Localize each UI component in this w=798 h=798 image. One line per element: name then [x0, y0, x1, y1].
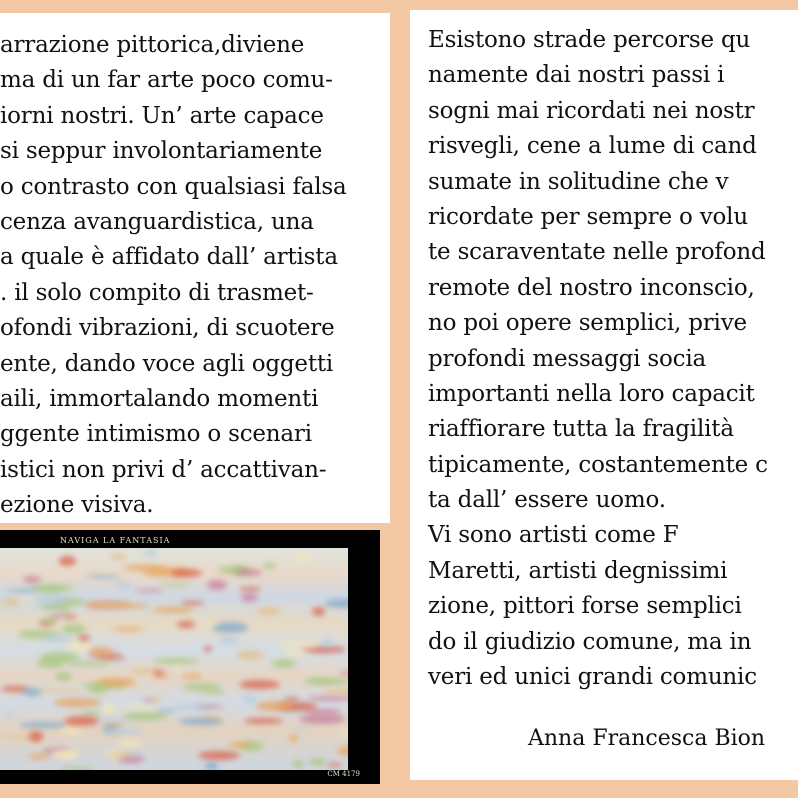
paint-stroke [41, 588, 61, 592]
text-line: ezione visiva. [0, 492, 154, 519]
text-line: si seppur involontariamente [0, 138, 323, 165]
paint-stroke [337, 746, 348, 755]
paint-stroke [1, 598, 20, 606]
paint-stroke [23, 576, 41, 583]
text-line: namente dai nostri passi i [428, 62, 725, 89]
text-line: ma di un far arte poco comu- [0, 67, 333, 94]
paint-stroke [131, 753, 142, 757]
text-line: istici non privi d’ accattivan- [0, 456, 327, 483]
paint-stroke [256, 701, 292, 710]
paint-stroke [102, 704, 117, 714]
text-line: tipicamente, costantemente c [428, 451, 768, 478]
left-text-panel [0, 13, 390, 523]
paint-stroke [157, 709, 176, 712]
paint-stroke [324, 599, 348, 608]
text-line: a quale è affidato dall’ artista [0, 244, 338, 271]
text-line: ricordate per sempre o volu [428, 203, 748, 230]
paint-stroke [125, 604, 148, 608]
paint-stroke [103, 728, 144, 735]
painting-canvas [0, 548, 348, 770]
text-line: riaffiorare tutta la fragilità [428, 416, 734, 443]
paint-stroke [307, 696, 348, 701]
paint-stroke [204, 646, 212, 652]
paint-stroke [85, 575, 121, 578]
text-line: zione, pittori forse semplici [428, 593, 742, 620]
paint-stroke [243, 695, 257, 704]
paint-stroke [182, 674, 202, 679]
paint-stroke [144, 550, 156, 557]
paint-stroke [55, 672, 72, 680]
text-line: veri ed unici grandi comunic [428, 664, 757, 691]
text-line: cenza avanguardistica, una [0, 208, 314, 235]
left-column-text [0, 28, 347, 523]
paint-stroke [59, 556, 76, 566]
paint-stroke [322, 638, 334, 647]
paint-stroke [151, 697, 163, 702]
paint-stroke [89, 647, 114, 655]
paint-stroke [89, 685, 107, 694]
paint-stroke [196, 705, 224, 708]
paint-stroke [78, 635, 90, 641]
paint-stroke [327, 763, 342, 766]
paint-stroke [173, 666, 183, 671]
paint-stroke [65, 661, 110, 665]
text-line: ta dall’ essere uomo. [428, 487, 666, 514]
paint-stroke [236, 650, 264, 660]
text-line: no poi opere semplici, prive [428, 310, 747, 337]
paint-stroke [64, 716, 99, 726]
paint-stroke [54, 698, 102, 706]
paint-stroke [4, 714, 16, 718]
paint-stroke [299, 714, 346, 724]
paint-stroke [309, 758, 326, 766]
paint-stroke [257, 607, 281, 615]
text-line: ggente intimismo o scenari [0, 421, 312, 448]
text-line: iorni nostri. Un’ arte capace [0, 102, 324, 129]
paint-stroke [244, 718, 283, 724]
paint-stroke [62, 624, 86, 634]
paint-stroke [113, 660, 122, 664]
right-column-text [428, 23, 768, 695]
paint-stroke [292, 760, 303, 768]
paint-stroke [205, 621, 219, 625]
text-line: do il giudizio comune, ma in [428, 628, 752, 655]
paint-stroke [294, 727, 307, 731]
paint-stroke [289, 735, 298, 742]
text-line: o contrasto con qualsiasi falsa [0, 173, 347, 200]
paint-stroke [312, 607, 325, 616]
text-line: importanti nella loro capacit [428, 380, 755, 407]
paint-stroke [29, 731, 43, 742]
painting-image [0, 530, 380, 784]
text-line: te scaraventate nelle profond [428, 239, 766, 266]
paint-stroke [324, 689, 348, 694]
paint-stroke [202, 690, 227, 694]
text-line: sogni mai ricordati nei nostr [428, 97, 755, 124]
painting-code: CM 4179 [327, 770, 360, 778]
paint-stroke [108, 753, 132, 758]
paint-stroke [296, 554, 309, 563]
author-signature: Anna Francesca Bion [528, 726, 766, 751]
paint-stroke [6, 589, 40, 592]
text-line: Maretti, artisti degnissimi [428, 557, 728, 584]
paint-stroke [272, 659, 296, 668]
text-line: ente, dando voce agli oggetti [0, 350, 334, 377]
text-line: ofondi vibrazioni, di scuotere [0, 315, 335, 342]
paint-stroke [239, 587, 261, 591]
paint-stroke [153, 607, 195, 614]
paint-stroke [284, 697, 298, 701]
paint-stroke [120, 704, 158, 709]
paint-stroke [115, 582, 132, 589]
paint-stroke [181, 601, 204, 605]
paint-stroke [51, 750, 79, 758]
painting-title: NAVIGA LA FANTASIA [60, 536, 171, 545]
paint-stroke [58, 609, 73, 613]
paint-stroke [135, 589, 164, 592]
text-line: remote del nostro inconscio, [428, 274, 755, 301]
paint-stroke [284, 650, 309, 655]
text-line: Esistono strade percorse qu [428, 27, 751, 53]
paint-stroke [124, 712, 168, 720]
text-line: risvegli, cene a lume di cand [428, 133, 757, 160]
paint-stroke [110, 553, 126, 560]
paint-stroke [205, 762, 218, 770]
paint-stroke [161, 583, 191, 586]
text-line: . il solo compito di trasmet- [0, 279, 314, 306]
right-text-panel [410, 10, 798, 780]
paint-stroke [207, 580, 227, 591]
paint-stroke [339, 671, 349, 675]
paint-stroke [20, 722, 67, 727]
text-line: arrazione pittorica,diviene [0, 32, 305, 58]
paint-stroke [340, 729, 348, 735]
text-line: Vi sono artisti come F [428, 522, 679, 549]
paint-stroke [177, 621, 195, 627]
paint-stroke [263, 563, 275, 570]
paint-stroke [198, 751, 240, 760]
paint-stroke [153, 658, 199, 664]
paint-stroke [43, 635, 73, 643]
paint-stroke [220, 636, 238, 645]
paint-stroke [59, 767, 94, 770]
paint-stroke [66, 641, 92, 652]
paint-stroke [42, 617, 58, 625]
text-line: profondi messaggi socia [428, 345, 706, 372]
paint-stroke [304, 678, 348, 685]
paint-stroke [179, 718, 223, 725]
paint-stroke [239, 680, 280, 689]
paint-stroke [241, 593, 258, 602]
paint-stroke [28, 754, 50, 760]
paint-stroke [278, 641, 320, 648]
paint-stroke [113, 627, 143, 630]
paint-stroke [118, 739, 140, 747]
paint-stroke [123, 566, 169, 570]
text-line: sumate in solitudine che v [428, 168, 729, 195]
paint-stroke [235, 569, 262, 576]
paint-stroke [171, 569, 202, 577]
text-line: aili, immortalando momenti [0, 385, 319, 412]
